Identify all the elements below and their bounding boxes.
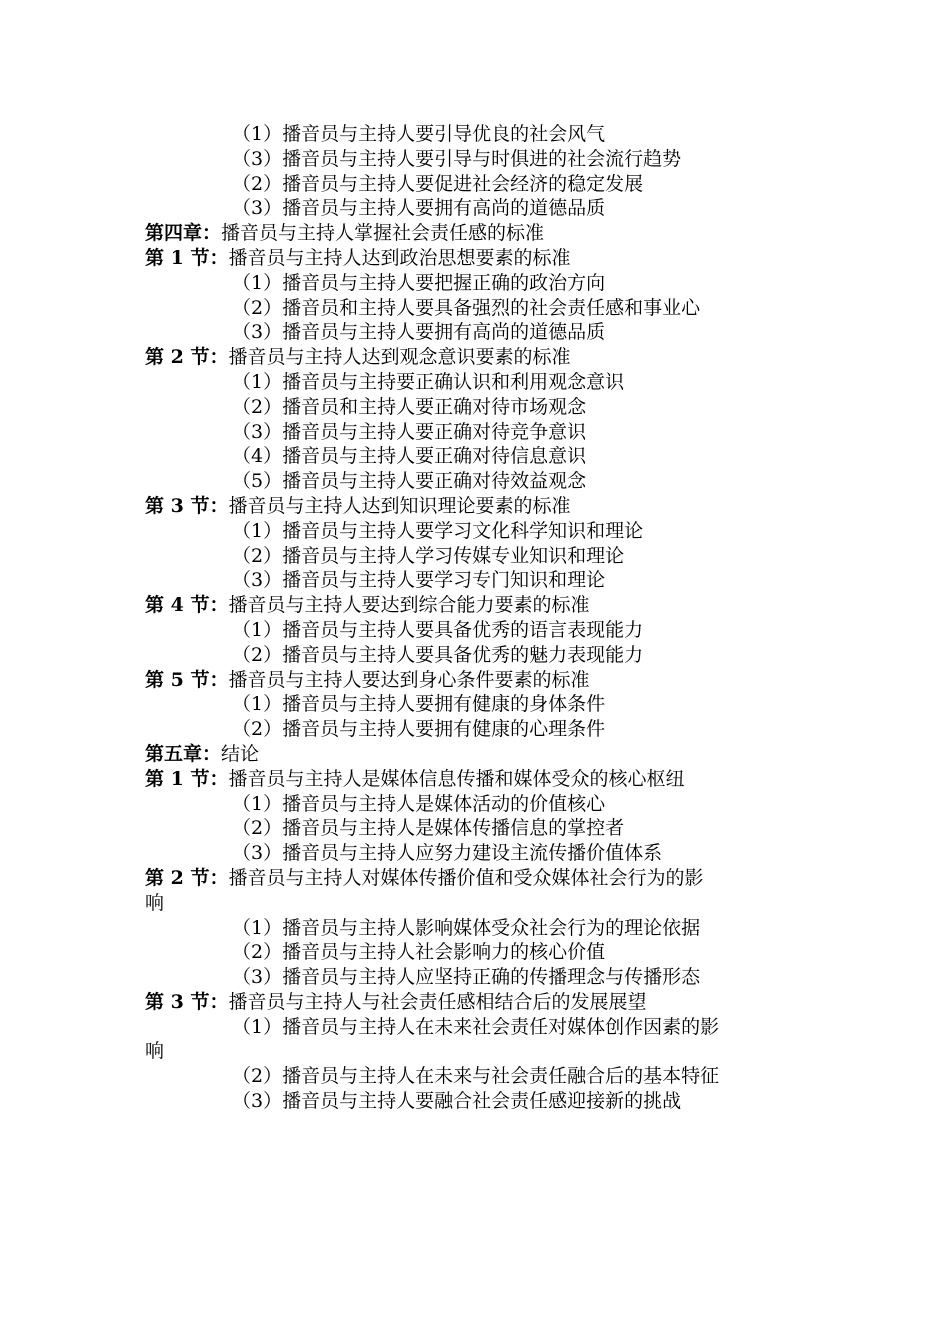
heading-label: 第 1 节：	[145, 767, 229, 790]
heading-label: 第 2 节：	[145, 346, 229, 369]
section-heading	[145, 593, 815, 618]
outline-item: （3）播音员与主持人要正确对待竞争意识	[232, 420, 587, 443]
outline-item: （3）播音员与主持人要拥有高尚的道德品质	[232, 321, 606, 344]
heading-label: 第 1 节：	[145, 246, 229, 269]
heading-text: 播音员与主持人是媒体信息传播和媒体受众的核心枢纽	[228, 767, 685, 790]
outline-item: （1）播音员与主持人影响媒体受众社会行为的理论依据	[232, 916, 701, 939]
section-heading	[145, 767, 815, 792]
outline-item: （4）播音员与主持人要正确对待信息意识	[232, 445, 587, 468]
heading-label: 第四章：	[145, 222, 222, 245]
heading-label: 第 4 节：	[145, 594, 229, 617]
outline-item: （2）播音员与主持人要促进社会经济的稳定发展	[232, 172, 644, 195]
section-heading	[145, 866, 815, 891]
outline-item: （5）播音员与主持人要正确对待效益观念	[232, 470, 587, 493]
outline-item: （1）播音员与主持人要拥有健康的身体条件	[232, 693, 606, 716]
outline-content	[145, 122, 815, 1114]
outline-item: （2）播音员与主持人要拥有健康的心理条件	[232, 718, 606, 741]
outline-item: （1）播音员与主持人是媒体活动的价值核心	[232, 792, 606, 815]
heading-text: 结论	[221, 742, 260, 765]
outline-item: （1）播音员与主持人要把握正确的政治方向	[232, 271, 606, 294]
outline-item: （3）播音员与主持人要融合社会责任感迎接新的挑战	[232, 1090, 682, 1113]
outline-item: （1）播音员与主持人要学习文化科学知识和理论	[232, 519, 644, 542]
chapter-heading	[145, 221, 815, 246]
section-heading	[145, 494, 815, 519]
heading-text: 播音员与主持人达到政治思想要素的标准	[228, 246, 571, 269]
heading-text: 播音员与主持人对媒体传播价值和受众媒体社会行为的影	[228, 866, 704, 889]
outline-item: （1）播音员与主持要正确认识和利用观念意识	[232, 370, 625, 393]
outline-item: （3）播音员与主持人应坚持正确的传播理念与传播形态	[232, 966, 701, 989]
heading-label: 第 3 节：	[145, 494, 229, 517]
heading-label: 第 3 节：	[145, 990, 229, 1013]
outline-item: （1）播音员与主持人要引导优良的社会风气	[232, 123, 606, 145]
outline-item: （1）播音员与主持人在未来社会责任对媒体创作因素的影	[232, 1015, 720, 1038]
chapter-heading	[145, 742, 815, 767]
outline-item: （3）播音员与主持人要引导与时俱进的社会流行趋势	[232, 147, 682, 170]
heading-label: 第五章：	[145, 742, 222, 765]
heading-text: 播音员与主持人达到知识理论要素的标准	[228, 494, 571, 517]
outline-item: （2）播音员与主持人是媒体传播信息的掌控者	[232, 817, 625, 840]
heading-continuation: 响	[145, 891, 165, 914]
section-heading	[145, 668, 815, 693]
heading-text: 播音员与主持人要达到综合能力要素的标准	[228, 594, 590, 617]
section-heading	[145, 246, 815, 271]
heading-label: 第 2 节：	[145, 866, 229, 889]
outline-item: （3）播音员与主持人要拥有高尚的道德品质	[232, 197, 606, 220]
outline-item: （2）播音员和主持人要具备强烈的社会责任感和事业心	[232, 296, 701, 319]
section-heading	[145, 990, 815, 1015]
outline-item: （2）播音员与主持人社会影响力的核心价值	[232, 941, 606, 964]
item-continuation: 响	[145, 1040, 165, 1063]
outline-item: （2）播音员和主持人要正确对待市场观念	[232, 395, 587, 418]
outline-item: （2）播音员与主持人在未来与社会责任融合后的基本特征	[232, 1065, 720, 1088]
outline-item: （2）播音员与主持人学习传媒专业知识和理论	[232, 544, 625, 567]
heading-text: 播音员与主持人达到观念意识要素的标准	[228, 346, 571, 369]
heading-text: 播音员与主持人掌握社会责任感的标准	[221, 222, 545, 245]
section-heading	[145, 345, 815, 370]
heading-text: 播音员与主持人要达到身心条件要素的标准	[228, 668, 590, 691]
heading-text: 播音员与主持人与社会责任感相结合后的发展展望	[228, 990, 647, 1013]
outline-item: （3）播音员与主持人应努力建设主流传播价值体系	[232, 842, 663, 865]
outline-item: （3）播音员与主持人要学习专门知识和理论	[232, 569, 606, 592]
outline-item: （2）播音员与主持人要具备优秀的魅力表现能力	[232, 643, 644, 666]
outline-item: （1）播音员与主持人要具备优秀的语言表现能力	[232, 618, 644, 641]
heading-label: 第 5 节：	[145, 668, 229, 691]
